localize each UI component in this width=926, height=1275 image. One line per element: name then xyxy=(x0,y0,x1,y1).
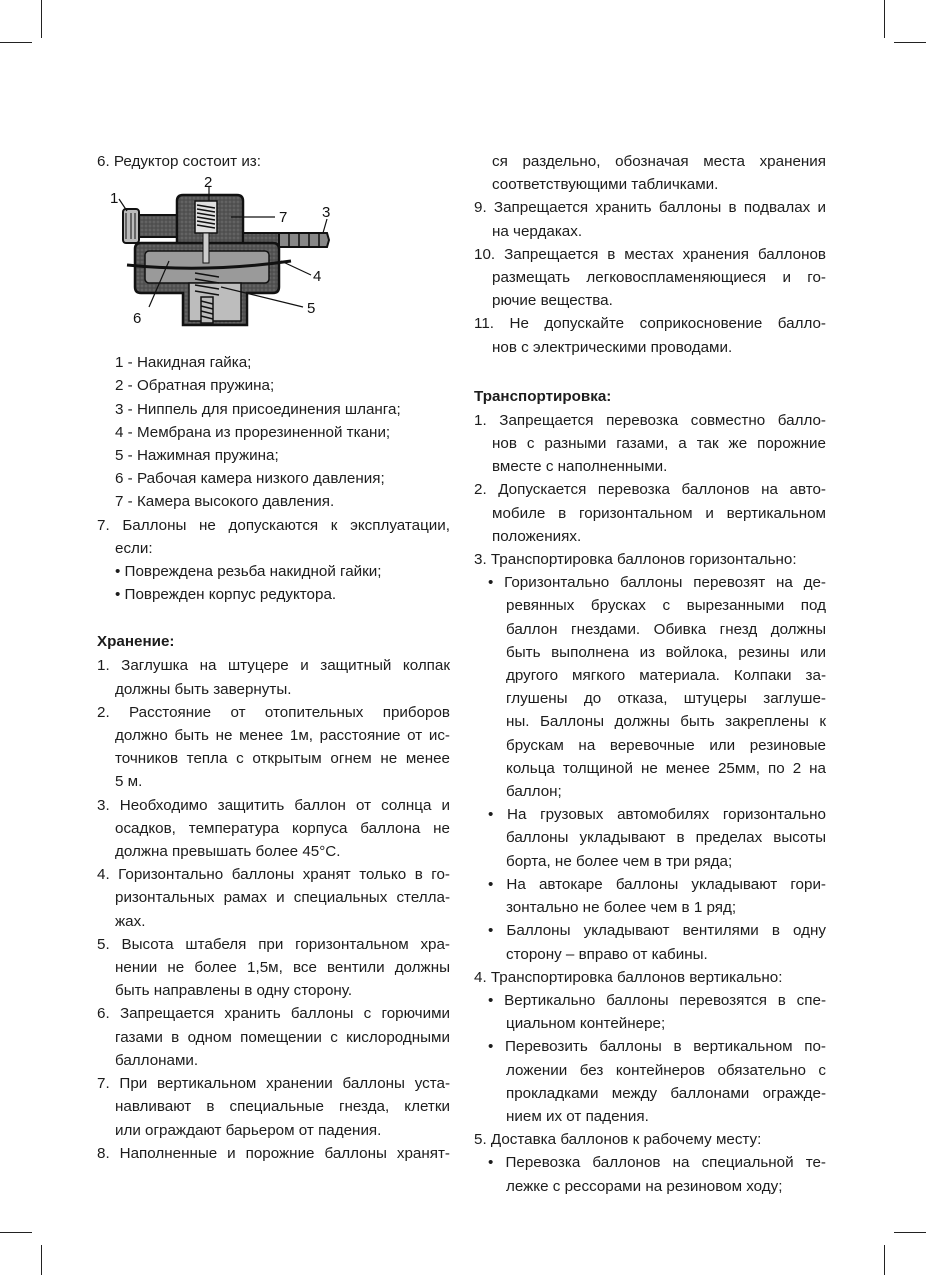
transport-bullet: • Перевозить баллоны в вертикальном по- xyxy=(488,1038,826,1056)
transport-bullet: • На автокаре баллоны укладывают гори- xyxy=(488,875,826,893)
transport-bullet: зонтально не более чем в 1 ряд; xyxy=(506,899,737,917)
transport-bullet: баллоны укладывают в пределах высоты xyxy=(506,829,826,847)
storage-line: 5 м. xyxy=(115,773,143,791)
transport-line: 5. Доставка баллонов к рабочему месту: xyxy=(474,1131,762,1149)
transport-bullet: быть выполнена из войлока, резины или xyxy=(506,643,826,661)
transport-bullet: • Горизонтально баллоны перевозят на де- xyxy=(488,574,826,592)
storage-line: на чердаках. xyxy=(492,222,583,240)
item-6-title: 6. Редуктор состоит из: xyxy=(97,153,261,170)
transport-bullet: • На грузовых автомобилях горизонтально xyxy=(488,806,826,824)
storage-line: рючие вещества. xyxy=(492,292,613,310)
storage-line: 7. При вертикальном хранении баллоны уста- xyxy=(97,1075,450,1093)
crop-mark xyxy=(894,1232,926,1233)
storage-line: 8. Наполненные и порожние баллоны хранят- xyxy=(97,1144,450,1162)
transport-line: 4. Транспортировка баллонов вертикально: xyxy=(474,968,783,986)
transport-line: нов с разными газами, а так же порожние xyxy=(492,435,826,453)
storage-line: соответствующими табличками. xyxy=(492,176,719,194)
transport-bullet: другого мягкого материала. Колпаки за- xyxy=(506,667,826,685)
item-7-line: 7. Баллоны не допускаются к эксплуатации, xyxy=(97,516,450,534)
item-7-line: если: xyxy=(115,539,153,557)
storage-line: должна превышать более 45°С. xyxy=(115,843,341,861)
diagram-label-6: 6 xyxy=(133,310,142,328)
storage-line: жах. xyxy=(115,912,146,930)
storage-line: нении не более 1,5м, все вентили должны xyxy=(115,959,450,977)
storage-line: быть направлены в одну сторону. xyxy=(115,982,353,1000)
legend-item: 4 - Мембрана из прорезиненной ткани; xyxy=(115,423,391,441)
transport-bullet: баллон гнездами. Обивка гнезд должны xyxy=(506,620,826,638)
item-7-bullet: • Поврежден корпус редуктора. xyxy=(115,586,337,604)
transport-bullet: циальном контейнере; xyxy=(506,1015,666,1033)
transport-line: мобиле в горизонтальном и вертикальном xyxy=(492,504,826,522)
storage-heading: Хранение: xyxy=(97,633,175,651)
crop-mark xyxy=(884,0,885,38)
crop-mark xyxy=(0,42,32,43)
legend-item: 5 - Нажимная пружина; xyxy=(115,447,279,465)
transport-bullet: ложении без контейнеров обязательно с xyxy=(506,1061,826,1079)
right-column xyxy=(474,150,826,1198)
transport-bullet: брускам на веревочные или резиновые xyxy=(506,736,826,754)
crop-mark xyxy=(0,1232,32,1233)
transport-line: 2. Допускается перевозка баллонов на авто- xyxy=(474,481,826,499)
transport-bullet: ревянных брусках с вырезанными под xyxy=(506,597,826,615)
transport-bullet: ны. Баллоны должны быть закреплены к xyxy=(506,713,826,731)
legend-item: 3 - Ниппель для присоединения шланга; xyxy=(115,400,401,418)
storage-line: 3. Необходимо защитить баллон от солнца и xyxy=(97,796,450,814)
diagram-label-4: 4 xyxy=(313,268,322,286)
crop-mark xyxy=(894,42,926,43)
transport-bullet: • Вертикально баллоны перевозятся в спе- xyxy=(488,991,826,1009)
inlet-pipe xyxy=(139,215,181,237)
diagram-label-5: 5 xyxy=(307,300,316,318)
transport-bullet: сторону – вправо от кабины. xyxy=(506,945,708,963)
diagram-label-2: 2 xyxy=(204,177,213,192)
left-column xyxy=(97,150,450,1165)
diagram-label-1: 1 xyxy=(110,190,119,208)
transport-bullet: лежке с рессорами на резиновом ходу; xyxy=(506,1177,783,1195)
storage-line: ся раздельно, обозначая места хранения xyxy=(492,153,826,170)
storage-line: 6. Запрещается хранить баллоны с горючими xyxy=(97,1005,450,1023)
storage-line: 1. Заглушка на штуцере и защитный колпак xyxy=(97,657,450,675)
legend-item: 7 - Камера высокого давления. xyxy=(115,493,335,511)
transport-bullet: глушены до отказа, штуцеры заглуше- xyxy=(506,690,826,708)
transport-line: 1. Запрещается перевозка совместно балло- xyxy=(474,411,826,429)
storage-line: 5. Высота штабеля при горизонтальном хра- xyxy=(97,935,450,953)
storage-line: размещать легковоспламеняющиеся и го- xyxy=(492,269,826,287)
storage-line: 11. Не допускайте соприкосновение балло- xyxy=(474,315,826,333)
storage-line: ризонтальных рамах и специальных стелла- xyxy=(115,889,450,907)
transport-bullet: баллон; xyxy=(506,783,562,801)
storage-line: осадков, температура корпуса баллона не xyxy=(115,819,450,837)
transport-line: положениях. xyxy=(492,527,582,545)
reducer-diagram xyxy=(97,177,357,337)
storage-line: должны быть завернуты. xyxy=(115,680,292,698)
transport-bullet: борта, не более чем в три ряда; xyxy=(506,852,733,870)
storage-line: 2. Расстояние от отопительных приборов xyxy=(97,703,450,721)
crop-mark xyxy=(41,1245,42,1275)
storage-line: газами в одном помещении с кислородными xyxy=(115,1028,450,1046)
crop-mark xyxy=(884,1245,885,1275)
storage-line: точников тепла с открытым огнем не менее xyxy=(115,750,450,768)
item-7-bullet: • Повреждена резьба накидной гайки; xyxy=(115,563,382,581)
storage-line: 10. Запрещается в местах хранения баллонов xyxy=(474,245,826,263)
legend-item: 6 - Рабочая камера низкого давления; xyxy=(115,470,385,488)
legend-item: 1 - Накидная гайка; xyxy=(115,354,252,372)
legend-item: 2 - Обратная пружина; xyxy=(115,377,275,395)
transport-bullet: • Баллоны укладывают вентилями в одну xyxy=(488,922,826,940)
transport-line: вместе с наполненными. xyxy=(492,458,668,476)
transport-line: 3. Транспортировка баллонов горизонтально: xyxy=(474,551,797,569)
transport-bullet: кольца толщиной не менее 25мм, по 2 на xyxy=(506,759,826,777)
storage-line: должно быть не менее 1м, расстояние от ис- xyxy=(115,727,450,745)
return-spring xyxy=(195,201,217,233)
storage-line: или ограждают барьером от падения. xyxy=(115,1121,382,1139)
transport-bullet: прокладками между баллонами огражде- xyxy=(506,1084,826,1102)
diagram-label-3: 3 xyxy=(322,204,331,222)
storage-line: баллонами. xyxy=(115,1051,199,1069)
storage-line: навливают в специальные гнезда, клетки xyxy=(115,1098,450,1116)
transport-heading: Транспортировка: xyxy=(474,387,612,405)
transport-bullet: • Перевозка баллонов на специальной те- xyxy=(488,1154,826,1172)
diagram-label-7: 7 xyxy=(279,209,288,227)
storage-line: 9. Запрещается хранить баллоны в подвалах и xyxy=(474,199,826,217)
transport-bullet: нием их от падения. xyxy=(506,1107,649,1125)
storage-line: 4. Горизонтально баллоны хранят только в го- xyxy=(97,866,450,884)
crop-mark xyxy=(41,0,42,38)
storage-line: нов с электрическими проводами. xyxy=(492,338,733,356)
